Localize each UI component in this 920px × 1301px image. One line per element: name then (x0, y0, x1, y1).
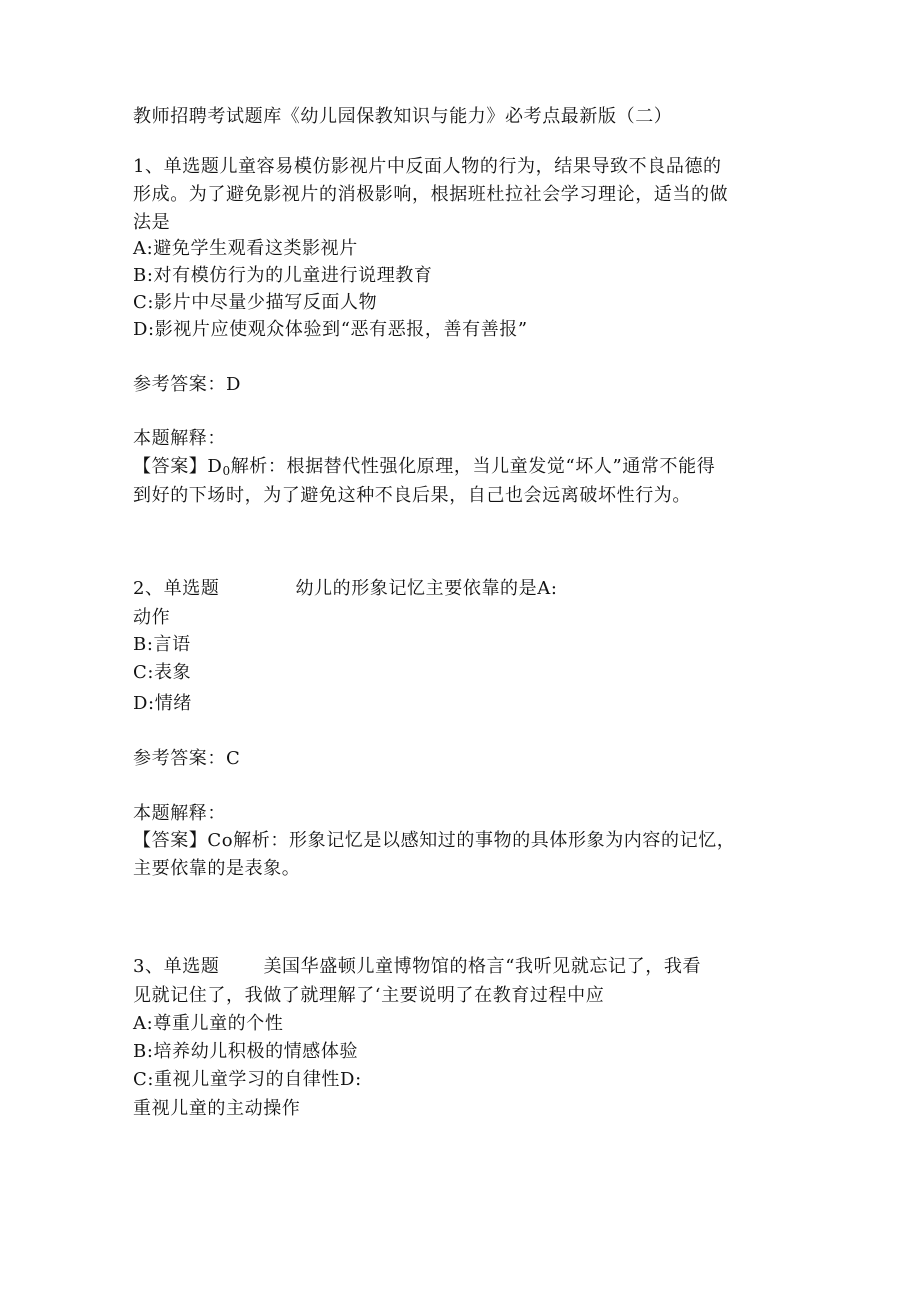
question-3-option-b: B:培养幼儿积极的情感体验 (133, 1041, 359, 1062)
question-1-answer-subscript: 0 (222, 464, 231, 478)
question-1-answer: 参考答案：D (133, 374, 242, 395)
question-1-explain-line-1 (133, 455, 715, 483)
question-1-stem-line-3: 法是 (133, 212, 171, 233)
question-3-stem-1: 美国华盛顿儿童博物馆的格言“我听见就忘记了，我看 (263, 956, 702, 977)
question-2-explain-label: 本题解释： (133, 803, 226, 824)
question-1-stem-line-2: 形成。为了避免影视片的消极影响，根据班杜拉社会学习理论，适当的做 (133, 184, 729, 205)
question-1-option-d: D:影视片应使观众体验到“恶有恶报，善有善报” (133, 319, 528, 340)
question-2-option-a: 动作 (133, 607, 171, 628)
question-2-explain-line-1: 【答案】Co解析：形象记忆是以感知过的事物的具体形象为内容的记忆， (133, 830, 736, 851)
question-3-number: 3、单选题 (133, 956, 220, 977)
question-1-explain-text: 解析：根据替代性强化原理，当儿童发觉“坏人”通常不能得 (230, 456, 716, 477)
question-2-option-b: B:言语 (133, 634, 191, 655)
question-1-stem-line-1: 1、单选题儿童容易模仿影视片中反面人物的行为，结果导致不良品德的 (133, 156, 722, 177)
question-3-option-c-d: C:重视儿童学习的自律性D: (133, 1069, 362, 1090)
question-1-answer-tag: 【答案】D (133, 456, 223, 477)
question-1-explain-label: 本题解释： (133, 428, 226, 449)
question-1-explain-line-2: 到好的下场时，为了避免这种不良后果，自己也会远离破坏性行为。 (133, 485, 691, 506)
question-3-option-a: A:尊重儿童的个性 (133, 1013, 284, 1034)
question-2-stem-line (133, 577, 558, 601)
question-3-stem-line-2: 见就记住了，我做了就理解了‘主要说明了在教育过程中应 (133, 985, 605, 1006)
question-2-number: 2、单选题 (133, 578, 220, 599)
question-2-explain-line-2: 主要依靠的是表象。 (133, 858, 301, 879)
question-2-stem: 幼儿的形象记忆主要依靠的是A: (295, 578, 558, 599)
document-title: 教师招聘考试题库《幼儿园保教知识与能力》必考点最新版（二） (133, 106, 673, 127)
question-2-answer: 参考答案：C (133, 748, 241, 769)
question-2-option-d: D:情绪 (133, 693, 192, 714)
question-3-option-d-text: 重视儿童的主动操作 (133, 1098, 301, 1119)
question-1-option-a: A:避免学生观看这类影视片 (133, 238, 358, 259)
question-1-option-c: C:影片中尽量少描写反面人物 (133, 292, 378, 313)
question-1-option-b: B:对有模仿行为的儿童进行说理教育 (133, 265, 433, 286)
question-2-option-c: C:表象 (133, 662, 192, 683)
question-3-stem-line-1 (133, 955, 701, 979)
